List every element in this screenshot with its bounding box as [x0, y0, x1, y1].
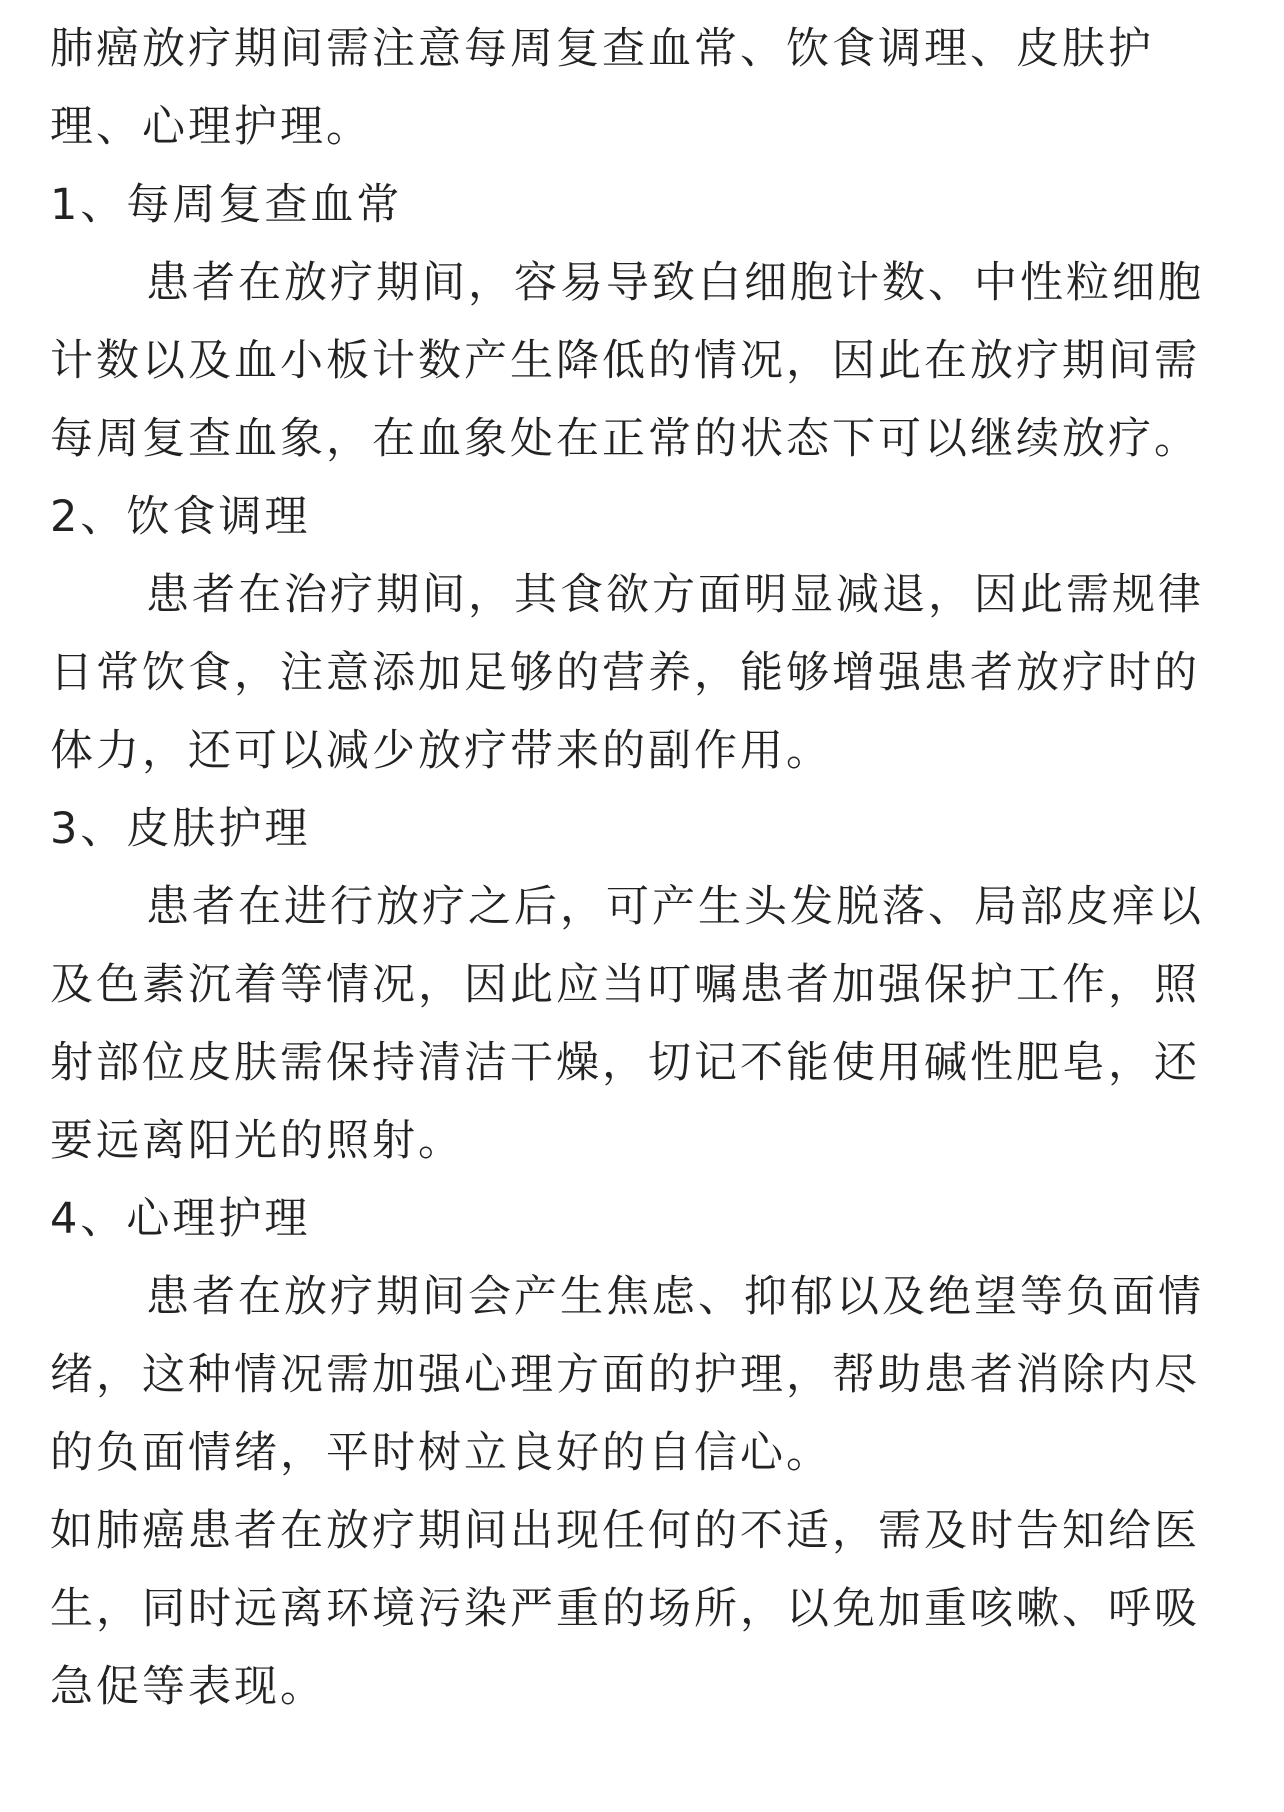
section-3	[50, 790, 1240, 1180]
section-1	[50, 166, 1240, 478]
section-heading: 1、每周复查血常	[50, 180, 403, 230]
conclusion-paragraph: 如肺癌患者在放疗期间出现任何的不适，需及时告知给医生，同时远离环境污染严重的场所，以免加重咳嗽、呼吸急促等表现。	[50, 1506, 1200, 1712]
section-2	[50, 478, 1240, 790]
section-body: 患者在进行放疗之后，可产生头发脱落、局部皮痒以及色素沉着等情况，因此应当叮嘱患者加强保护工作，照射部位皮肤需保持清洁干燥，切记不能使用碱性肥皂，还要远离阳光的照射。	[50, 882, 1204, 1166]
section-heading: 2、饮食调理	[50, 492, 311, 542]
article	[50, 10, 1240, 1726]
section-heading: 4、心理护理	[50, 1194, 311, 1244]
section-body: 患者在治疗期间，其食欲方面明显减退，因此需规律日常饮食，注意添加足够的营养，能够增强患者放疗时的体力，还可以减少放疗带来的副作用。	[50, 570, 1204, 776]
section-body: 患者在放疗期间会产生焦虑、抑郁以及绝望等负面情绪，这种情况需加强心理方面的护理，帮助患者消除内尽的负面情绪，平时树立良好的自信心。	[50, 1272, 1204, 1478]
section-4	[50, 1180, 1240, 1492]
section-heading: 3、皮肤护理	[50, 804, 311, 854]
section-body: 患者在放疗期间，容易导致白细胞计数、中性粒细胞计数以及血小板计数产生降低的情况，因此在放疗期间需每周复查血象，在血象处在正常的状态下可以继续放疗。	[50, 258, 1204, 464]
intro-paragraph: 肺癌放疗期间需注意每周复查血常、饮食调理、皮肤护理、心理护理。	[50, 24, 1154, 152]
